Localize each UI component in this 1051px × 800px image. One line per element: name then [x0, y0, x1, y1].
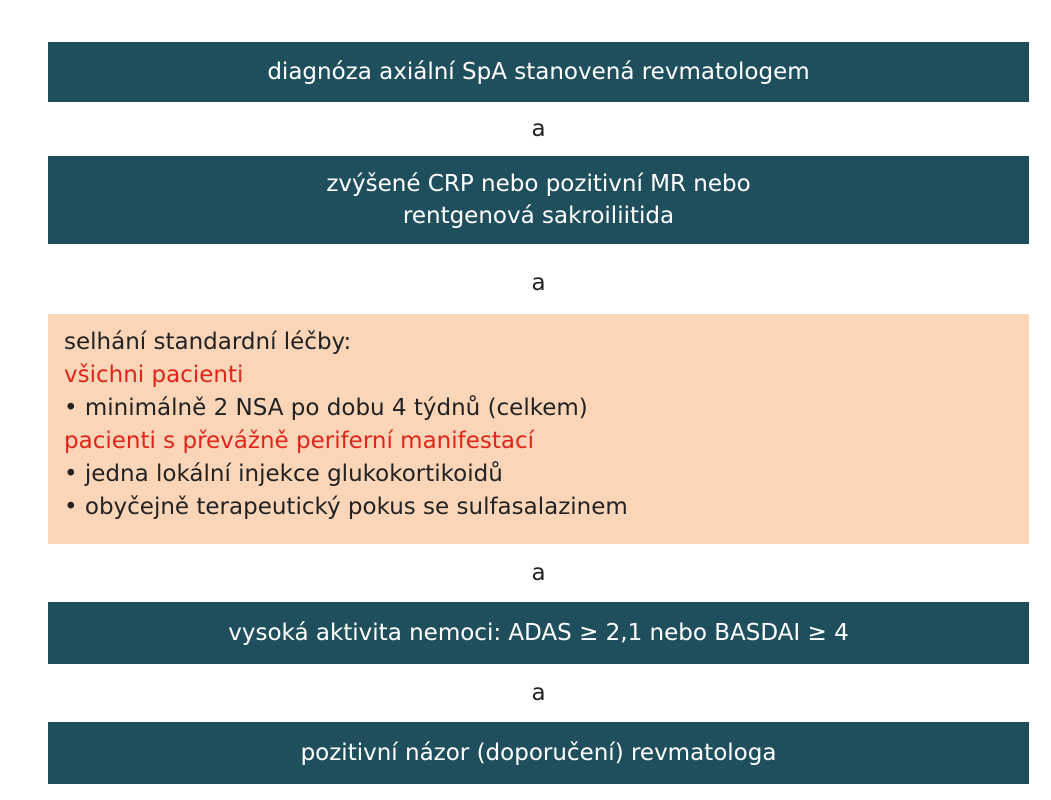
- criterion-text: diagnóza axiální SpA stanovená revmatologem: [267, 59, 810, 85]
- criterion-text: vysoká aktivita nemoci: ADAS ≥ 2,1 nebo BASDAI ≥ 4: [228, 620, 849, 646]
- criterion-heading: selhání standardní léčby:: [64, 329, 352, 355]
- group-title-peripheral-patients: pacienti s převážně periferní manifestací: [64, 428, 535, 454]
- criterion-inflammation-box: [48, 156, 1029, 244]
- connector-and: a: [531, 560, 546, 586]
- criterion-rheumatologist-opinion-box: [48, 722, 1029, 784]
- connector-and: a: [531, 270, 546, 296]
- criterion-treatment-failure-box: [48, 314, 1029, 544]
- criterion-text: pozitivní názor (doporučení) revmatologa: [300, 740, 777, 766]
- criterion-text: zvýšené CRP nebo pozitivní MR nebo: [326, 171, 751, 197]
- connector-and: a: [531, 116, 546, 142]
- criterion-diagnosis-box: [48, 42, 1029, 102]
- criterion-disease-activity-box: [48, 602, 1029, 664]
- list-item: • obyčejně terapeutický pokus se sulfasalazinem: [64, 494, 628, 520]
- list-item: • jedna lokální injekce glukokortikoidů: [64, 461, 503, 487]
- connector-and: a: [531, 680, 546, 706]
- group-title-all-patients: všichni pacienti: [64, 362, 244, 388]
- criterion-text: rentgenová sakroiliitida: [402, 203, 675, 229]
- list-item: • minimálně 2 NSA po dobu 4 týdnů (celkem): [64, 395, 588, 421]
